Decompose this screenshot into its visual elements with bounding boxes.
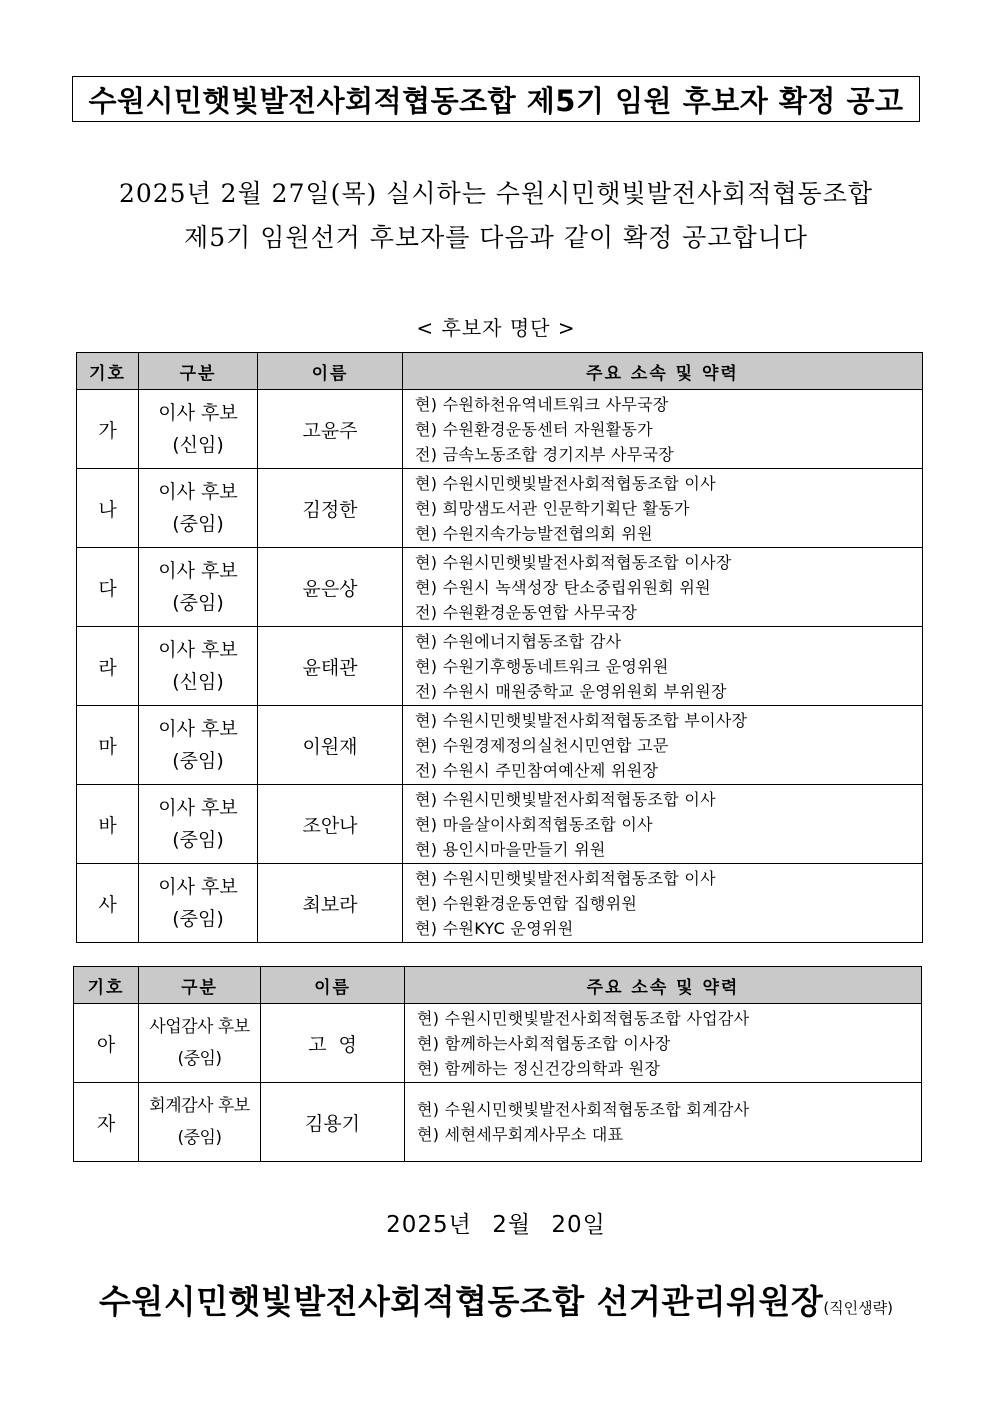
candidate-career: [403, 706, 923, 785]
candidate-category: 사업감사 후보: [149, 1017, 250, 1037]
candidate-career: [403, 548, 923, 627]
candidate-career: [403, 864, 923, 943]
candidate-career: [403, 469, 923, 548]
candidate-term: (중임): [172, 908, 224, 930]
candidate-name: 김용기: [261, 1083, 405, 1162]
candidate-name: 윤태관: [258, 627, 403, 706]
candidate-term: (중임): [177, 1049, 222, 1069]
candidate-row: [74, 1083, 922, 1162]
candidate-code: 가: [77, 390, 139, 469]
candidate-category: 이사 후보: [158, 481, 238, 503]
candidate-row: [77, 706, 923, 785]
candidate-name: 김정한: [258, 469, 403, 548]
career-line: 현) 세현세무회계사무소 대표: [417, 1125, 624, 1144]
career-line: 현) 수원시민햇빛발전사회적협동조합 회계감사: [417, 1100, 750, 1119]
candidate-name: 고 영: [261, 1004, 405, 1083]
candidate-category: 이사 후보: [158, 718, 238, 740]
candidate-code: 아: [74, 1004, 139, 1083]
candidate-code: 자: [74, 1083, 139, 1162]
career-line: 현) 마을살이사회적협동조합 이사: [415, 814, 653, 834]
career-line: 현) 수원지속가능발전협의회 위원: [415, 523, 653, 543]
candidate-category-cell: [139, 864, 258, 943]
candidate-code: 바: [77, 785, 139, 864]
candidate-code: 다: [77, 548, 139, 627]
career-line: 현) 수원시민햇빛발전사회적협동조합 이사: [415, 473, 716, 493]
header-name: 이름: [258, 353, 403, 390]
candidate-row: [77, 469, 923, 548]
candidate-category-cell: [139, 548, 258, 627]
candidate-list-title: < 후보자 명단 >: [416, 316, 576, 340]
candidate-name: 이원재: [258, 706, 403, 785]
career-line: 전) 수원시 주민참여예산제 위원장: [415, 760, 659, 780]
intro-line-2: 제5기 임원선거 후보자를 다음과 같이 확정 공고합니다: [184, 223, 808, 252]
candidate-row: [77, 864, 923, 943]
candidate-name: 고윤주: [258, 390, 403, 469]
candidate-row: [74, 1004, 922, 1083]
career-line: 현) 함께하는사회적협동조합 이사장: [417, 1033, 671, 1053]
career-line: 전) 수원시 매원중학교 운영위원회 부위원장: [415, 681, 727, 701]
header-name: 이름: [261, 967, 405, 1004]
candidate-code: 사: [77, 864, 139, 943]
intro-line-1: 2025년 2월 27일(목) 실시하는 수원시민햇빛발전사회적협동조합: [118, 179, 874, 208]
career-line: 현) 함께하는 정신건강의학과 원장: [417, 1058, 661, 1078]
header-code: 기호: [77, 353, 139, 390]
career-line: 현) 수원시민햇빛발전사회적협동조합 이사: [415, 789, 716, 809]
candidate-category: 이사 후보: [158, 402, 238, 424]
candidate-category-cell: [139, 1083, 261, 1162]
candidate-career: [405, 1004, 922, 1083]
header-career: 주요 소속 및 약력: [403, 353, 923, 390]
director-candidates-table: [76, 352, 923, 943]
career-line: 현) 수원시민햇빛발전사회적협동조합 부이사장: [415, 710, 748, 730]
header-code: 기호: [74, 967, 139, 1004]
header-category: 구분: [139, 353, 258, 390]
candidate-code: 마: [77, 706, 139, 785]
candidate-category: 이사 후보: [158, 560, 238, 582]
candidate-term: (중임): [172, 750, 224, 772]
candidate-category-cell: [139, 627, 258, 706]
career-line: 현) 희망샘도서관 인문학기획단 활동가: [415, 498, 690, 518]
candidate-name: 윤은상: [258, 548, 403, 627]
candidate-row: [77, 548, 923, 627]
career-line: 현) 수원경제정의실천시민연합 고문: [415, 735, 669, 755]
candidate-term: (신임): [172, 434, 224, 456]
candidate-category: 회계감사 후보: [149, 1096, 250, 1116]
candidate-code: 나: [77, 469, 139, 548]
candidate-career: [403, 627, 923, 706]
table-header-row: [77, 353, 923, 390]
seal-note: (직인생략): [823, 1299, 893, 1317]
career-line: 현) 수원KYC 운영위원: [415, 918, 574, 938]
candidate-category: 이사 후보: [158, 639, 238, 661]
candidate-term: (중임): [172, 513, 224, 535]
career-line: 현) 수원하천유역네트워크 사무국장: [415, 394, 669, 414]
career-line: 현) 수원환경운동센터 자원활동가: [415, 419, 653, 439]
candidate-category-cell: [139, 469, 258, 548]
candidate-term: (중임): [172, 829, 224, 851]
career-line: 전) 금속노동조합 경기지부 사무국장: [415, 444, 675, 464]
candidate-row: [77, 627, 923, 706]
career-line: 현) 수원환경운동연합 집행위원: [415, 893, 638, 913]
career-line: 전) 수원환경운동연합 사무국장: [415, 602, 638, 622]
candidate-name: 조안나: [258, 785, 403, 864]
header-category: 구분: [139, 967, 261, 1004]
candidate-category-cell: [139, 706, 258, 785]
career-line: 현) 수원기후행동네트워크 운영위원: [415, 656, 669, 676]
notice-title: 수원시민햇빛발전사회적협동조합 제5기 임원 후보자 확정 공고: [72, 76, 920, 122]
candidate-career: [403, 785, 923, 864]
candidate-name: 최보라: [258, 864, 403, 943]
career-line: 현) 수원시 녹색성장 탄소중립위원회 위원: [415, 577, 711, 597]
career-line: 현) 수원에너지협동조합 감사: [415, 631, 622, 651]
header-career: 주요 소속 및 약력: [405, 967, 922, 1004]
candidate-code: 라: [77, 627, 139, 706]
career-line: 현) 수원시민햇빛발전사회적협동조합 이사장: [415, 552, 732, 572]
candidate-term: (신임): [172, 671, 224, 693]
career-line: 현) 용인시마을만들기 위원: [415, 839, 606, 859]
table-header-row: [74, 967, 922, 1004]
career-line: 현) 수원시민햇빛발전사회적협동조합 이사: [415, 868, 716, 888]
auditor-candidates-table: [73, 966, 922, 1162]
candidate-category-cell: [139, 390, 258, 469]
intro-paragraph: [0, 172, 992, 260]
candidate-row: [77, 390, 923, 469]
candidate-term: (중임): [172, 592, 224, 614]
candidate-category: 이사 후보: [158, 876, 238, 898]
candidate-career: [405, 1083, 922, 1162]
candidate-category: 이사 후보: [158, 797, 238, 819]
signature: [0, 1276, 992, 1323]
candidate-category-cell: [139, 1004, 261, 1083]
candidate-career: [403, 390, 923, 469]
candidate-category-cell: [139, 785, 258, 864]
signature-org: 수원시민햇빛발전사회적협동조합 선거관리위원장: [99, 1282, 824, 1321]
career-line: 현) 수원시민햇빛발전사회적협동조합 사업감사: [417, 1008, 750, 1028]
candidate-term: (중임): [177, 1128, 222, 1148]
notice-date: 2025년 2월 20일: [386, 1212, 606, 1238]
candidate-row: [77, 785, 923, 864]
